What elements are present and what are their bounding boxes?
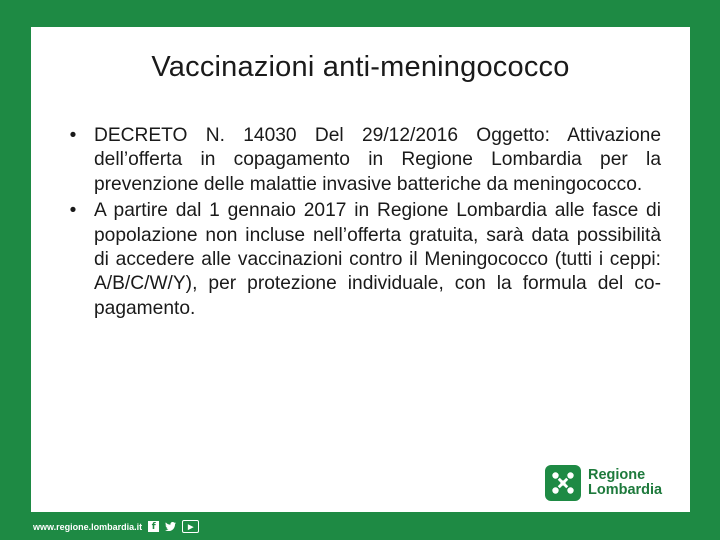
logo-line-1: Regione bbox=[588, 467, 646, 483]
logo-line-2: Lombardia bbox=[588, 482, 663, 498]
bullet-dot: • bbox=[69, 125, 77, 146]
facebook-icon[interactable]: f bbox=[148, 521, 159, 532]
bullet-text: DECRETO N. 14030 Del 29/12/2016 Oggetto: Attivazione dell’offerta in copagamento in Regione Lombardia per la prevenzione delle malattie invasive batteriche da meningococco. bbox=[94, 125, 661, 195]
footer-bar bbox=[33, 520, 199, 533]
footer-url[interactable]: www.regione.lombardia.it bbox=[33, 521, 143, 532]
regione-lombardia-rose-icon bbox=[545, 465, 581, 501]
bullet-text: A partire dal 1 gennaio 2017 in Regione Lombardia alle fasce di popolazione non incluse nell’offerta gratuita, sarà data possibilità di accedere alle vaccinazioni contro il Meningococco (tutti i ceppi: A/B/C/W/Y), per protezione individuale, con la formula del co-pagamento. bbox=[94, 200, 661, 319]
bullet-list bbox=[63, 124, 661, 323]
slide-title: Vaccinazioni anti-meningococco bbox=[151, 51, 570, 83]
bullet-item bbox=[63, 199, 661, 321]
slide-content bbox=[31, 27, 690, 512]
twitter-icon[interactable] bbox=[165, 521, 176, 532]
logo-text bbox=[588, 468, 662, 498]
regione-lombardia-logo bbox=[545, 465, 662, 501]
youtube-icon[interactable]: ▶ bbox=[182, 520, 199, 533]
bullet-item bbox=[63, 124, 661, 197]
bullet-dot: • bbox=[69, 200, 77, 222]
